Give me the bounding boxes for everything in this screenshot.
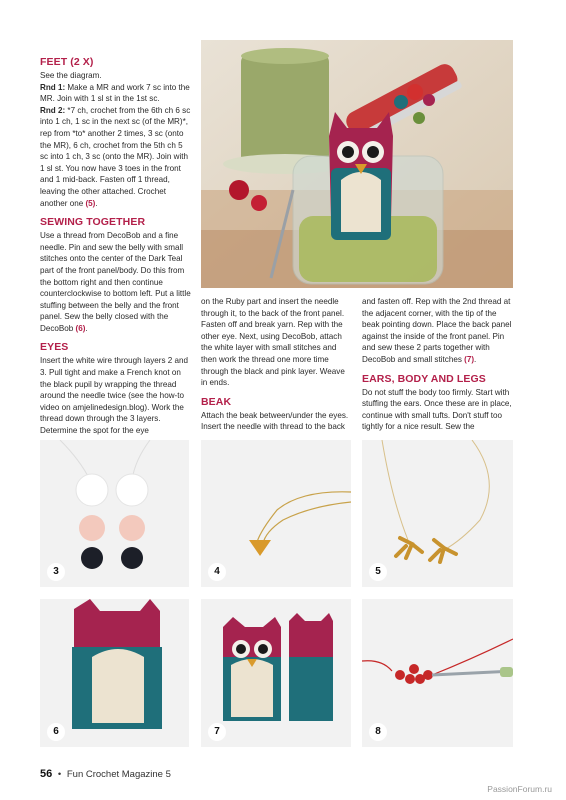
photo-6-belly xyxy=(40,599,189,747)
sewing-end: . xyxy=(85,323,88,333)
rnd2-text: *7 ch, crochet from the 6th ch 6 sc into 1 ch, 1 sc in the next sc (of the MR)*, rep from *to* another 2 times, 3 sc (onto the MR), 6 ch, crochet from the 5th ch 5 sc into 1 ch, 3 sc (onto the MR). Join with 1 sl st. You now have 3 toes in the front and 1 mid-back. Fasten off 1 thread, leaving the other attached. Crochet another one xyxy=(40,105,191,208)
photo-7-panels xyxy=(201,599,351,747)
beak-text: Attach the beak between/under the eyes. Insert the needle with thread to the back xyxy=(201,410,349,432)
rnd1-label: Rnd 1: xyxy=(40,82,66,92)
footer-bullet: • xyxy=(57,769,62,780)
col2-text: on the Ruby part and insert the needle through it, to the back of the front panel. Fasten off and break yarn. Rep with the other eye. Next, using DecoBob, attach the white layer with small stitches and then work the thread one more time through the black and pink layer. Weave in ends. xyxy=(201,297,345,388)
magazine-name: Fun Crochet Magazine 5 xyxy=(66,769,171,780)
photo-number-4: 4 xyxy=(208,563,226,581)
col3-body: and fasten off. Rep with the 2nd thread at the adjacent corner, with the tip of the beak pointing down. Place the back panel against the inside of the front panel. Pin and sew these 2 parts together with DecoBob and small stitches xyxy=(362,297,512,364)
sewing-text xyxy=(40,230,192,334)
ears-text: Do not stuff the body too firmly. Start with stuffing the ears. Once these are in place, continue with small tufts. Don't stuff too tightly for a nice result. Sew the xyxy=(362,387,512,432)
watermark: PassionForum.ru xyxy=(487,784,552,794)
eyes-text: Insert the white wire through layers 2 and 3. Pull tight and make a French knot on the black pupil by wrapping the thread around the needle twice (see the how-to video on amjelinedesign.blog). Work the thread down through the 3 layers. Determine the spot for the eye xyxy=(40,356,189,436)
text-column-1 xyxy=(40,56,192,437)
feet-rnd2 xyxy=(40,105,192,209)
col3-end: . xyxy=(474,354,477,364)
feet-heading: FEET (2 X) xyxy=(40,56,94,68)
sewing-body: Use a thread from DecoBob and a fine needle. Pin and sew the belly with small stitches onto the center of the Dark Teal part of the front panel/body. Do this from the bottom right and then continue counterclockwise to bottom left. Put a little stuffing between the belly and the front panel. Sew the belly closed with the DecoBob xyxy=(40,231,191,333)
feet-intro: See the diagram. xyxy=(40,71,102,80)
photo-5-feet xyxy=(362,440,513,587)
photo-ref-7: (7) xyxy=(464,354,475,364)
owl-jar-illustration xyxy=(201,40,513,288)
photo-ref-5: (5) xyxy=(85,198,96,208)
photo-4-beak xyxy=(201,440,351,587)
photo-8-flower-cord xyxy=(362,599,513,747)
photo-number-6: 6 xyxy=(47,723,65,741)
sewing-heading: SEWING TOGETHER xyxy=(40,216,146,229)
col3-text xyxy=(362,296,514,366)
photo-number-7: 7 xyxy=(208,723,226,741)
photo-ref-6: (6) xyxy=(75,323,86,333)
eyes-heading: EYES xyxy=(40,341,69,354)
hero-photo-owl-jar xyxy=(201,40,513,288)
page-number: 56 xyxy=(40,768,53,780)
rnd2-end: . xyxy=(95,198,98,208)
flower-cord-illustration xyxy=(362,599,513,747)
rnd2-label: Rnd 2: xyxy=(40,105,66,115)
owl-figure xyxy=(329,112,393,240)
page-footer xyxy=(40,768,171,780)
photo-number-3: 3 xyxy=(47,563,65,581)
text-column-3 xyxy=(362,296,514,433)
text-column-2 xyxy=(201,296,351,433)
rnd1-text: Make a MR and work 7 sc into the MR. Join with 1 sl st in the 1st sc. xyxy=(40,82,190,104)
photo-number-5: 5 xyxy=(369,563,387,581)
photo-number-8: 8 xyxy=(369,723,387,741)
feet-rnd1 xyxy=(40,82,192,105)
ears-heading: EARS, BODY AND LEGS xyxy=(362,372,486,385)
beak-heading: BEAK xyxy=(201,395,232,408)
photo-3-eye-layers xyxy=(40,440,189,587)
